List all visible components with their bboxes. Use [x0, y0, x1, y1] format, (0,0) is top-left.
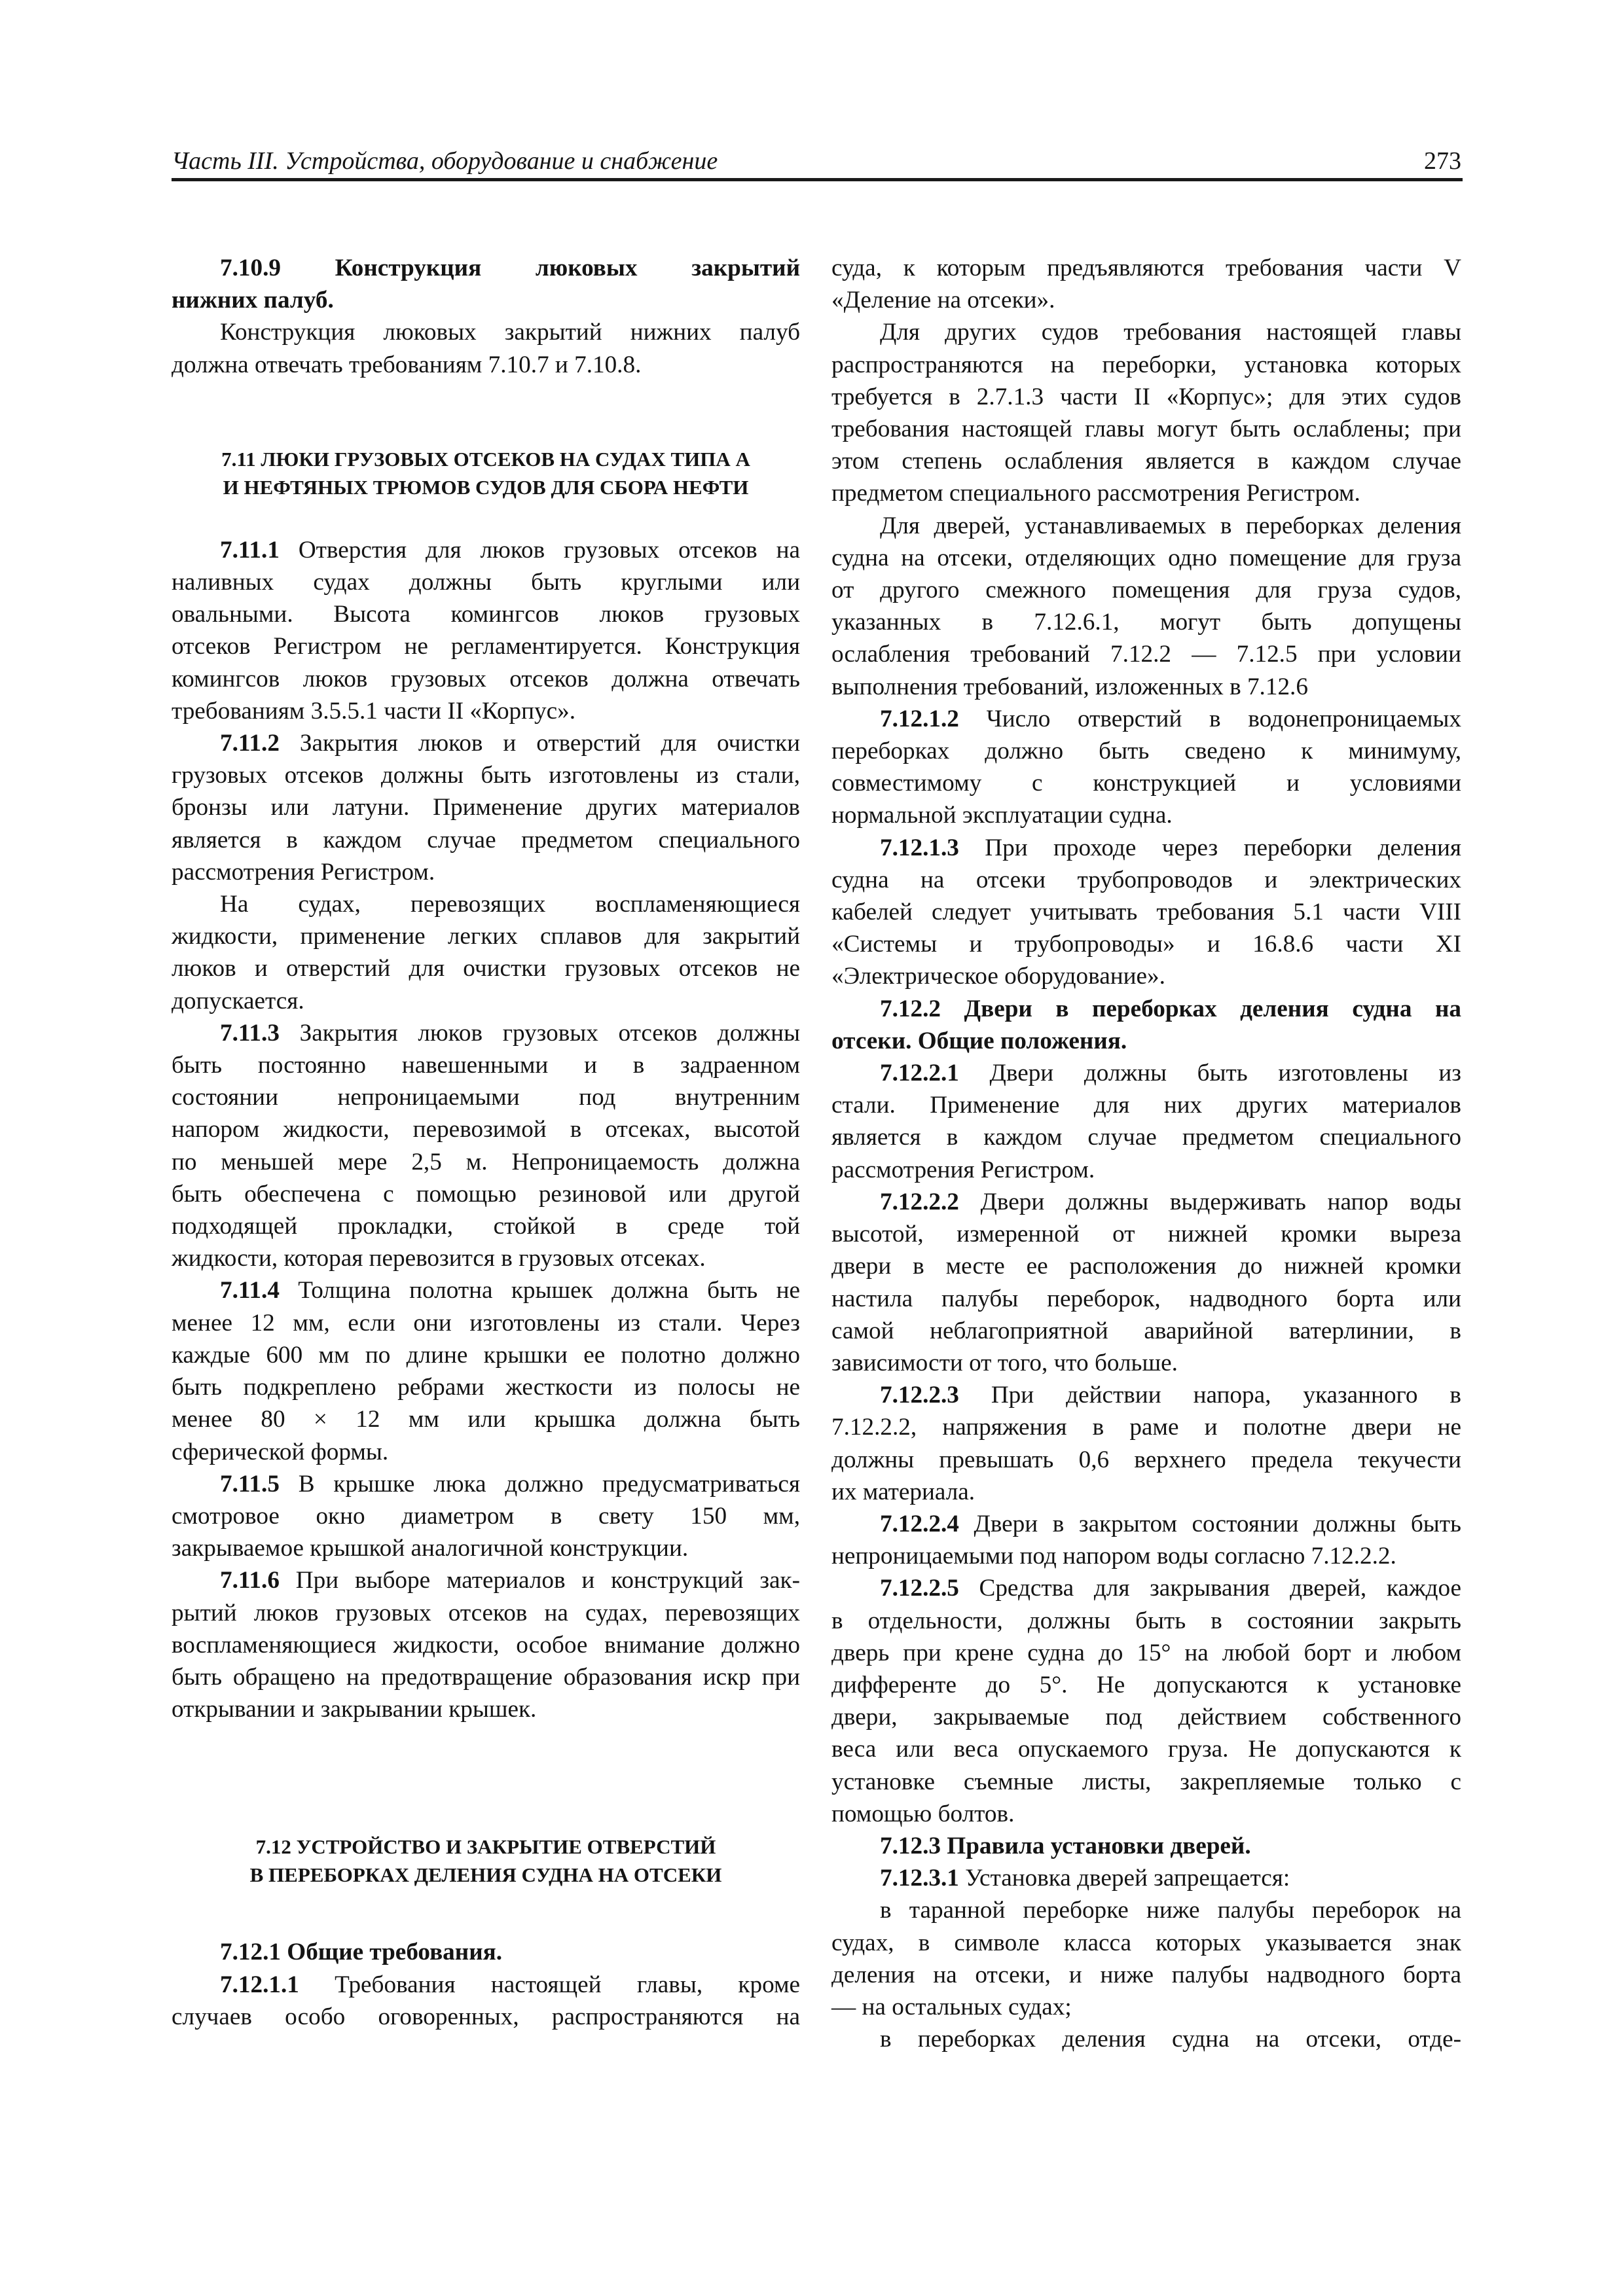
- paragraph-7-12-2-5: 7.12.2.5 Средства для закрывания дверей, каждое в отдельности, должны быть в состоянии закрыть дверь при крене судна до 15° на любой борт и любом дифференте до 5°. Не допускаются к установке двери, закрываемые под действием собственного веса или веса опускаемого груза. Не допускаются к установке съемные листы, закрепляемые только с помощью болтов.: [831, 1575, 1461, 1827]
- paragraph-7-11-5: 7.11.5 В крышке люка должно предусматриваться смотровое окно диаметром в свету 150 мм, закрываемое крышкой аналогичной конструкции.: [172, 1470, 800, 1562]
- right-column: [831, 252, 1461, 2055]
- paragraph-7-12-1-3: 7.12.1.3 При проходе через переборки деления судна на отсеки трубопроводов и электрических кабелей следует учитывать требования 5.1 части VIII «Системы и трубопроводы» и 16.8.6 части XI «Электрическое оборудование».: [831, 834, 1461, 990]
- paragraph-7-11-6: 7.11.6 При выборе материалов и конструкций зак- рытий люков грузовых отсеков на судах, перевозящих воспламеняющиеся жидкости, особое внимание должно быть обращено на предотвращение образования искр при открывании и закрывании крышек.: [172, 1567, 800, 1723]
- section-7-12-3-title: 7.12.3 Правила установки дверей.: [880, 1832, 1251, 1859]
- paragraph-7-12-1-1: 7.12.1.1 Требования настоящей главы, кроме случаев особо оговоренных, распространяются на: [172, 1971, 800, 2030]
- page-number: 273: [1424, 147, 1461, 175]
- section-7-10-9-title: 7.10.9 Конструкция люковых закрытий нижних палуб.: [172, 255, 800, 314]
- paragraph-7-12-2-1: 7.12.2.1 Двери должны быть изготовлены из стали. Применение для них других материалов является в каждом случае предметом специального рассмотрения Регистром.: [831, 1060, 1461, 1183]
- paragraph-7-11-3: 7.11.3 Закрытия люков грузовых отсеков должны быть постоянно навешенными и в задраенном состоянии непроницаемыми под внутренним напором жидкости, перевозимой в отсеках, высотой по меньшей мере 2,5 м. Непроницаемость должна быть обеспечена с помощью резиновой или другой подходящей прокладки, стойкой в среде той жидкости, которая перевозится в грузовых отсеках.: [172, 1019, 800, 1272]
- header-rule: [172, 178, 1463, 181]
- paragraph-subdivision-bulkheads: в переборках деления судна на отсеки, отде-: [880, 2026, 1461, 2053]
- heading-7-12: 7.12 УСТРОЙСТВО И ЗАКРЫТИЕ ОТВЕРСТИЙ В ПЕРЕБОРКАХ ДЕЛЕНИЯ СУДНА НА ОТСЕКИ: [249, 1835, 722, 1887]
- running-header: [172, 145, 1461, 177]
- paragraph-7-12-3-1: 7.12.3.1 Установка дверей запрещается:: [880, 1865, 1290, 1892]
- paragraph-collision-bulkhead: в таранной переборке ниже палубы переборок на судах, в символе класса которых указывается знак деления на отсеки, и ниже палубы надводного борта — на остальных судах;: [831, 1897, 1461, 2020]
- left-column: [172, 252, 800, 2033]
- paragraph-7-12-2-2: 7.12.2.2 Двери должны выдерживать напор воды высотой, измеренной от нижней кромки выреза двери в месте ее расположения до нижней кромки настила палубы переборок, надводного борта или самой неблагоприятной аварийной ватерлинии, в зависимости от того, что больше.: [831, 1188, 1461, 1376]
- section-7-12-1-title: 7.12.1 Общие требования.: [220, 1939, 503, 1966]
- paragraph-7-12-2-3: 7.12.2.3 При действии напора, указанного в 7.12.2.2, напряжения в раме и полотне двери не должны превышать 0,6 верхнего предела текучести их материала.: [831, 1382, 1461, 1505]
- paragraph-7-11-4: 7.11.4 Толщина полотна крышек должна быть не менее 12 мм, если они изготовлены из стали. Через каждые 600 мм по длине крышки ее полотно должно быть подкреплено ребрами жесткости из полосы не менее 80 × 12 мм или крышка должна быть сферической формы.: [172, 1277, 800, 1465]
- paragraph-other-ships: Для других судов требования настоящей главы распространяются на переборки, установка которых требуется в 2.7.1.3 части II «Корпус»; для этих судов требования настоящей главы могут быть ослаблены; при этом степень ослабления является в каждом случае предметом специального рассмотрения Регистром.: [831, 319, 1461, 507]
- heading-7-11: 7.11 ЛЮКИ ГРУЗОВЫХ ОТСЕКОВ НА СУДАХ ТИПА А И НЕФТЯНЫХ ТРЮМОВ СУДОВ ДЛЯ СБОРА НЕФТИ: [221, 447, 750, 499]
- section-7-12-2-title: 7.12.2 Двери в переборках деления судна на отсеки. Общие положения.: [831, 995, 1461, 1054]
- paragraph-7-11-2: 7.11.2 Закрытия люков и отверстий для очистки грузовых отсеков должны быть изготовлены из стали, бронзы или латуни. Применение других материалов является в каждом случае предметом специального рассмотрения Регистром.: [172, 730, 800, 886]
- paragraph-7-12-2-4: 7.12.2.4 Двери в закрытом состоянии должны быть непроницаемыми под напором воды согласно 7.12.2.2.: [831, 1510, 1461, 1570]
- paragraph-continuation: суда, к которым предъявляются требования части V «Деление на отсеки».: [831, 255, 1461, 314]
- running-header-title: Часть III. Устройства, оборудование и снабжение: [172, 147, 718, 175]
- paragraph-7-11-1: 7.11.1 Отверстия для люков грузовых отсеков на наливных судах должны быть круглыми или овальными. Высота комингсов люков грузовых отсеков Регистром не регламентируется. Конструкция комингсов люков грузовых отсеков должна отвечать требованиям 3.5.5.1 части II «Корпус».: [172, 536, 800, 725]
- paragraph-7-12-1-2: 7.12.1.2 Число отверстий в водонепроницаемых переборках должно быть сведено к минимуму, совместимому с конструкцией и условиями нормальной эксплуатации судна.: [831, 705, 1461, 829]
- paragraph-7-10-9: Конструкция люковых закрытий нижних палуб должна отвечать требованиям 7.10.7 и 7.10.8.: [172, 319, 800, 378]
- paragraph-doors-cargo: Для дверей, устанавливаемых в переборках деления судна на отсеки, отделяющих одно помещение для груза от другого смежного помещения для груза судов, указанных в 7.12.6.1, могут быть допущены ослабления требований 7.12.2 — 7.12.5 при условии выполнения требований, изложенных в 7.12.6: [831, 512, 1461, 700]
- paragraph-7-11-2-light-alloys: На судах, перевозящих воспламеняющиеся жидкости, применение легких сплавов для закрытий люков и отверстий для очистки грузовых отсеков не допускается.: [172, 891, 800, 1014]
